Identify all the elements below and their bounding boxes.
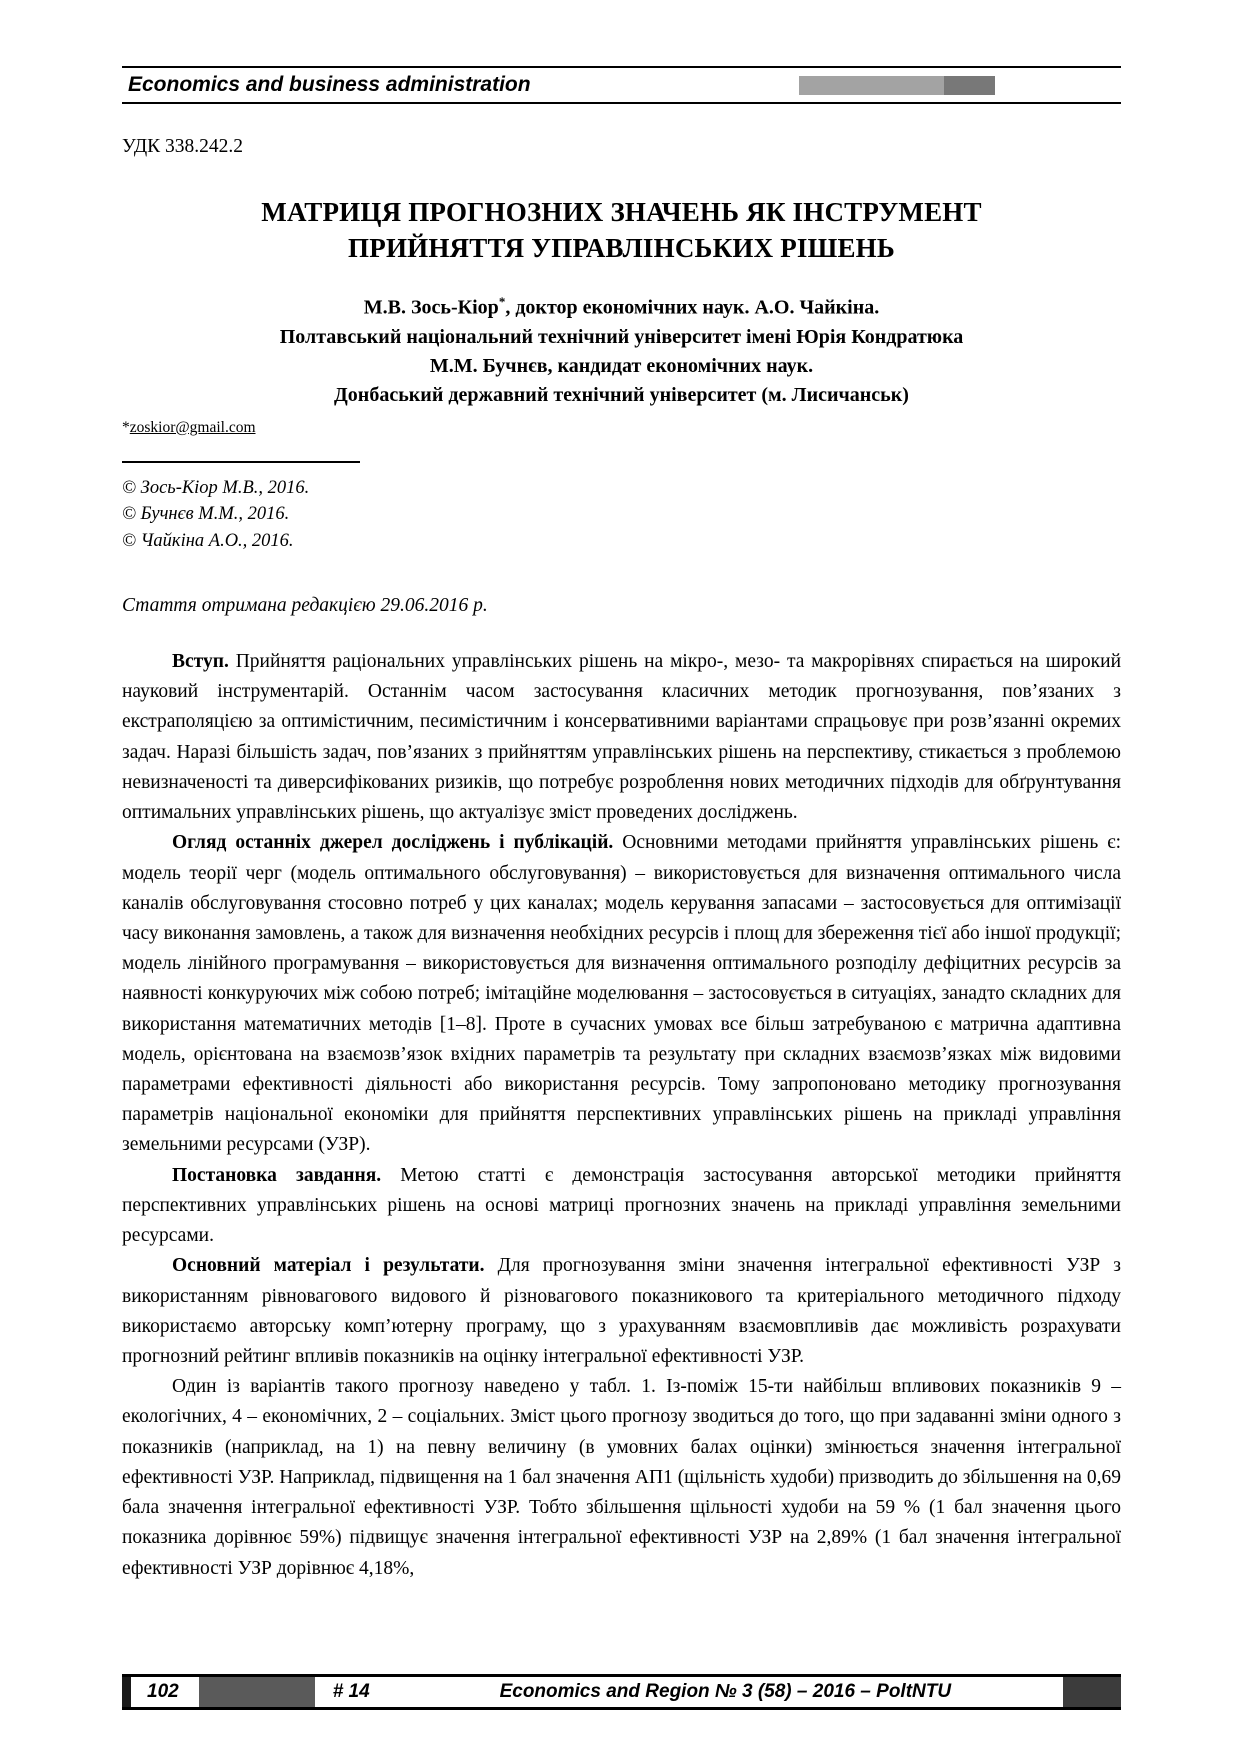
- paragraph-text: Основними методами прийняття управлінських рішень є: модель теорії черг (модель оптимального обслуговування) – використовується для визначення оптимального числа каналів обслуговування стосовно потреб у цих каналах; модель керування запасами – застосовується для оптимізації часу виконання замовлень, а також для визначення необхідних ресурсів і площ для збереження тієї або іншої продукції; модель лінійного програмування – використовується для визначення оптимального розподілу дефіцитних ресурсів за наявності конкуруючих між собою потреб; імітаційне моделювання – застосовується в ситуаціях, занадто складних для використання математичних методів [1–8]. Проте в сучасних умовах все більш затребуваною є матрична адаптивна модель, орієнтована на взаємозв’язок вхідних параметрів та результату при складних взаємозв’язках між видовими параметрами ефективності діяльності або використання ресурсів. Тому запропоновано методику прогнозування параметрів національної економіки для прийняття перспективних управлінських рішень на прикладі управління земельними ресурсами (УЗР).: [122, 832, 1121, 1156]
- footnote-rule: [122, 461, 360, 463]
- paragraph-lead: Постановка завдання.: [172, 1164, 382, 1186]
- author-footnote-mark: *: [498, 293, 506, 309]
- article-body: [122, 647, 1121, 1584]
- header-decoration-bar: [799, 76, 995, 95]
- paragraph-text: Метою статті є демонстрація застосування авторської методики прийняття перспективних управлінських рішень на основі матриці прогнозних значень на прикладі управління земельними ресурсами.: [122, 1164, 1121, 1247]
- received-date: Стаття отримана редакцією 29.06.2016 р.: [122, 594, 488, 616]
- email-line: [122, 419, 1121, 437]
- footer-gray-block: [199, 1677, 315, 1707]
- body-paragraph: [122, 1161, 1121, 1252]
- paragraph-text: Для прогнозування зміни значення інтегральної ефективності УЗР з використанням рівновагового видового й різновагового показникового та критеріального методичного підходу використаємо авторську комп’ютерну програму, що з урахуванням взаємовпливів дає можливість розрахувати прогнозний рейтинг впливів показників на оцінку інтегральної ефективності УЗР.: [122, 1255, 1121, 1367]
- body-paragraph: [122, 1372, 1121, 1584]
- body-paragraph: [122, 828, 1121, 1160]
- author-line-3: М.М. Бучнєв, кандидат економічних наук.: [429, 354, 814, 377]
- email-footnote-mark: *: [122, 418, 130, 436]
- page-footer: [122, 1674, 1121, 1710]
- author-line-2: Полтавський національний технічний університет імені Юрія Кондратюка: [279, 325, 964, 348]
- paragraph-text: Прийняття раціональних управлінських рішень на мікро-, мезо- та макрорівнях спирається на широкий науковий інструментарій. Останнім часом застосування класичних методик прогнозування, пов’язаних з екстраполяцією за оптимістичним, песимістичним і консервативними варіантами спрацьовує при розв’язанні окремих задач. Наразі більшість задач, пов’язаних з прийняттям управлінських рішень на перспективу, стикається з проблемою невизначеності та диверсифікованих ризиків, що потребує розроблення нових методичних підходів для обґрунтування оптимальних управлінських рішень, що актуалізує зміст проведених досліджень.: [122, 650, 1121, 824]
- email-link[interactable]: zoskior@gmail.com: [129, 418, 256, 436]
- body-paragraph: [122, 1251, 1121, 1372]
- authors-block: [122, 293, 1121, 410]
- section-title: Economics and business administration: [128, 73, 531, 96]
- journal-citation: Economics and Region № 3 (58) – 2016 – PoltNTU: [499, 1681, 952, 1702]
- footer-left-block: [122, 1677, 131, 1707]
- copyright-line: © Чайкіна А.О., 2016.: [122, 531, 294, 552]
- copyright-block: [122, 475, 1121, 555]
- footer-right-block: [1063, 1677, 1121, 1707]
- author-line-4: Донбаський державний технічний університет (м. Лисичанськ): [334, 383, 909, 406]
- paragraph-lead: Вступ.: [172, 650, 229, 672]
- body-paragraph: [122, 647, 1121, 828]
- running-head: [122, 66, 1121, 104]
- author-line-1: [122, 293, 1121, 323]
- author-name: М.В. Зось-Кіор: [363, 296, 499, 319]
- author-degree: , доктор економічних наук. А.О. Чайкіна.: [505, 296, 880, 319]
- paragraph-lead: Огляд останніх джерел досліджень і публікацій.: [172, 832, 614, 854]
- udc-code: УДК 338.242.2: [122, 136, 244, 157]
- paragraph-lead: Основний матеріал і результати.: [172, 1255, 485, 1277]
- copyright-line: © Зось-Кіор М.В., 2016.: [122, 477, 310, 498]
- copyright-line: © Бучнєв М.М., 2016.: [122, 504, 290, 525]
- article-title: [122, 194, 1121, 267]
- page-number: 102: [147, 1681, 179, 1702]
- paragraph-text: Один із варіантів такого прогнозу наведено у табл. 1. Із-поміж 15-ти найбільш впливових показників 9 – екологічних, 4 – економічних, 2 – соціальних. Зміст цього прогнозу зводиться до того, що при задаванні зміни одного з показників (наприклад, на 1) на певну величину (в умовних балах оцінки) змінюється значення інтегральної ефективності УЗР. Наприклад, підвищення на 1 бал значення АП1 (щільність худоби) призводить до збільшення на 0,69 бала значення інтегральної ефективності УЗР. Тобто збільшення щільності худоби на 59 % (1 бал значення цього показника дорівнює 59%) підвищує значення інтегральної ефективності УЗР на 2,89% (1 бал значення інтегральної ефективності УЗР дорівнює 4,18%,: [122, 1376, 1121, 1579]
- article-title-line-1: МАТРИЦЯ ПРОГНОЗНИХ ЗНАЧЕНЬ ЯК ІНСТРУМЕНТ: [261, 197, 982, 227]
- issue-number: # 14: [332, 1681, 370, 1702]
- article-title-line-2: ПРИЙНЯТТЯ УПРАВЛІНСЬКИХ РІШЕНЬ: [348, 233, 895, 264]
